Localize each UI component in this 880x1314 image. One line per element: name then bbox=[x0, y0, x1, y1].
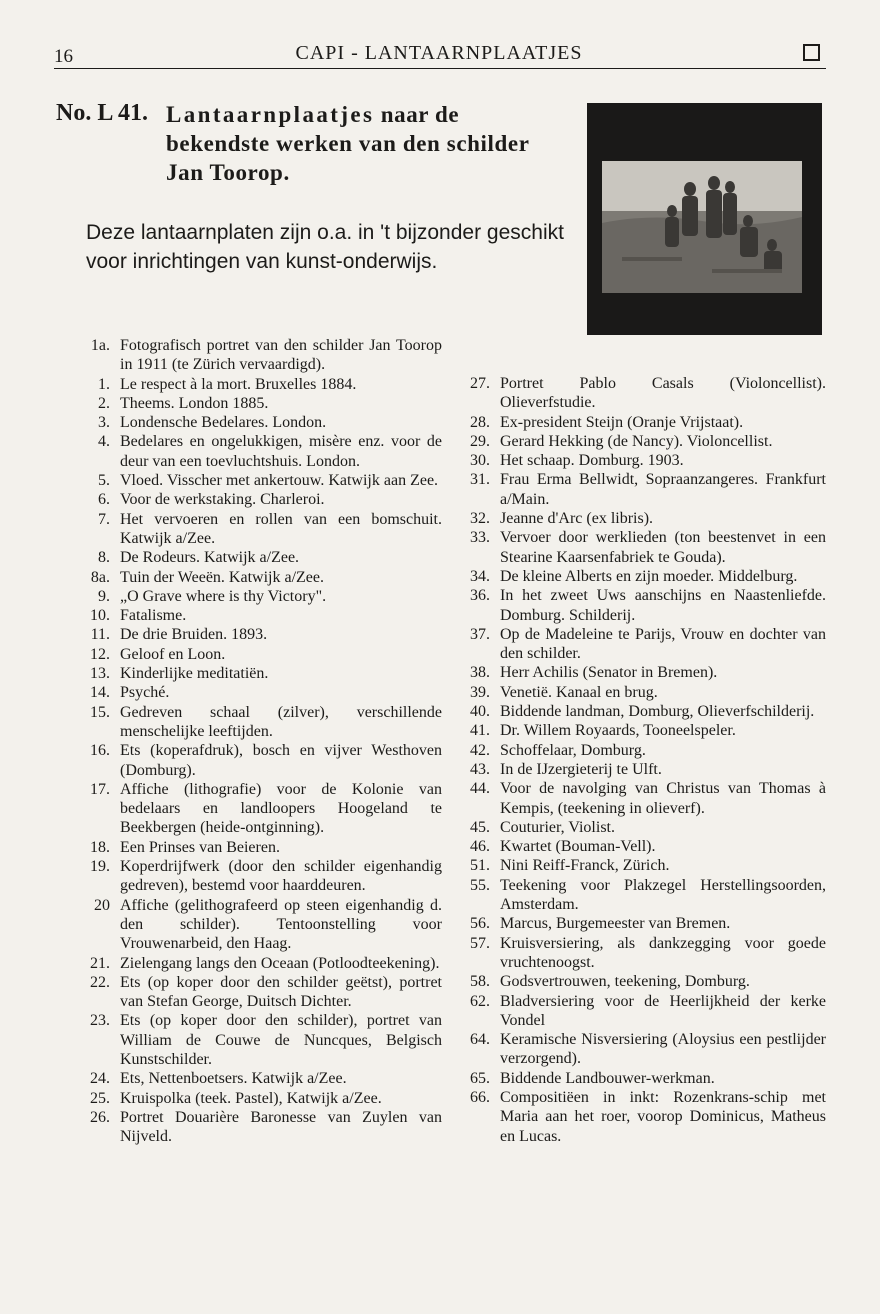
entry-text: Kinderlijke meditatiën. bbox=[120, 665, 269, 683]
photo-image bbox=[602, 161, 802, 293]
entry-number: 42. bbox=[470, 741, 490, 759]
entry-number: 46. bbox=[470, 838, 490, 856]
list-item bbox=[82, 548, 442, 567]
list-item bbox=[462, 663, 826, 682]
entry-text: Fotografisch portret van den schilder Jan Toorop in 1911 (te Zürich vervaardigd). bbox=[120, 337, 442, 374]
entry-text: Biddende Landbouwer-werkman. bbox=[500, 1069, 715, 1087]
list-item bbox=[82, 587, 442, 606]
header-rule bbox=[54, 68, 826, 69]
entry-text: Affiche (lithografie) voor de Kolonie van bedelaars en landloopers Hoogeland te Beekbergen (heide-ontginning). bbox=[120, 780, 442, 837]
list-item bbox=[462, 779, 826, 818]
entry-number: 58. bbox=[470, 973, 490, 991]
list-item bbox=[82, 896, 442, 954]
entry-text: Teekening voor Plakzegel Herstellingsoorden, Amsterdam. bbox=[500, 876, 826, 914]
entry-text: Frau Erma Bellwidt, Sopraanzangeres. Frankfurt a/Main. bbox=[500, 471, 826, 508]
list-item bbox=[82, 703, 442, 742]
entry-number: 3. bbox=[98, 414, 110, 432]
entry-text: Venetië. Kanaal en brug. bbox=[500, 683, 658, 701]
entry-text: Portret Douarière Baronesse van Zuylen van Nijveld. bbox=[120, 1108, 442, 1146]
list-item bbox=[82, 394, 442, 413]
entry-text: Zielengang langs den Oceaan (Potloodteekening). bbox=[120, 954, 440, 972]
list-item bbox=[82, 1089, 442, 1108]
list-item bbox=[462, 413, 826, 432]
list-item bbox=[82, 568, 442, 587]
entry-number: 55. bbox=[470, 876, 490, 894]
entry-text: Vloed. Visscher met ankertouw. Katwijk aan Zee. bbox=[120, 472, 439, 490]
entry-text: Bedelares en ongelukkigen, misère enz. voor de deur van een toevluchtshuis. London. bbox=[120, 433, 442, 470]
entry-number: 15. bbox=[90, 703, 110, 721]
entry-text: De kleine Alberts en zijn moeder. Middelburg. bbox=[500, 567, 798, 585]
entry-number: 16. bbox=[90, 742, 110, 760]
entry-number: 13. bbox=[90, 665, 110, 683]
entry-text: Biddende landman, Domburg, Olieverfschilderij. bbox=[500, 703, 815, 721]
entries-right-column bbox=[462, 374, 826, 1146]
list-item bbox=[82, 375, 442, 394]
list-item bbox=[82, 645, 442, 664]
intro-text: Deze lantaarnplaten zijn o.a. in 't bijzonder geschikt voor inrichtingen van kunst-onderwijs. bbox=[86, 221, 564, 273]
entry-text: Dr. Willem Royaards, Tooneelspeler. bbox=[500, 722, 736, 740]
list-item bbox=[82, 336, 442, 375]
entry-text: Ets (op koper door den schilder), portret van William de Couwe de Nuncques, Belgisch Kunstschilder. bbox=[120, 1012, 442, 1068]
entry-text: Gerard Hekking (de Nancy). Violoncellist. bbox=[500, 432, 773, 450]
item-number: No. L 41. bbox=[56, 100, 149, 126]
entry-number: 8. bbox=[98, 549, 110, 567]
list-item bbox=[462, 760, 826, 779]
entry-number: 12. bbox=[90, 645, 110, 663]
entry-number: 11. bbox=[90, 626, 110, 644]
entry-text: Affiche (gelithografeerd op steen eigenhandig d. den schilder). Tentoonstelling voor Vrouwenarbeid, den Haag. bbox=[120, 896, 442, 953]
entry-text: Koperdrijfwerk (door den schilder eigenhandig gedreven), bestemd voor haarddeuren. bbox=[120, 858, 442, 895]
list-item bbox=[462, 451, 826, 470]
list-item bbox=[82, 857, 442, 896]
list-item bbox=[462, 856, 826, 875]
entry-number: 2. bbox=[98, 394, 110, 412]
entry-number: 28. bbox=[470, 413, 490, 431]
entry-number: 17. bbox=[90, 780, 110, 798]
entry-number: 26. bbox=[90, 1108, 110, 1126]
entry-number: 57. bbox=[470, 934, 490, 952]
running-title: CAPI - LANTAARNPLAATJES bbox=[295, 42, 583, 64]
item-title bbox=[166, 100, 566, 187]
entry-text: In de IJzergieterij te Ulft. bbox=[500, 760, 662, 778]
entry-number: 44. bbox=[470, 780, 490, 798]
list-item bbox=[462, 972, 826, 991]
entries-left-column bbox=[82, 336, 442, 1146]
list-item bbox=[462, 1069, 826, 1088]
list-item bbox=[82, 1108, 442, 1147]
entry-text: Ets (koperafdruk), bosch en vijver Westhoven (Domburg). bbox=[120, 742, 442, 779]
square-mark-icon bbox=[803, 44, 820, 61]
entry-text: Tuin der Weeën. Katwijk a/Zee. bbox=[120, 568, 324, 586]
entry-number: 29. bbox=[470, 432, 490, 450]
page-number: 16 bbox=[54, 46, 73, 67]
entry-number: 37. bbox=[470, 625, 490, 643]
list-item bbox=[462, 741, 826, 760]
entry-number: 32. bbox=[470, 510, 490, 528]
list-item bbox=[82, 838, 442, 857]
list-item bbox=[462, 934, 826, 973]
list-item bbox=[82, 432, 442, 471]
entry-number: 19. bbox=[90, 858, 110, 876]
list-item bbox=[82, 625, 442, 644]
list-item bbox=[462, 876, 826, 915]
entry-number: 66. bbox=[470, 1088, 490, 1106]
entry-text: De drie Bruiden. 1893. bbox=[120, 626, 268, 644]
list-item bbox=[462, 1030, 826, 1069]
list-item bbox=[462, 992, 826, 1031]
list-item bbox=[82, 683, 442, 702]
item-title-rest: naar de bekendste werken van den schilder Jan Toorop. bbox=[166, 102, 530, 185]
entry-text: Marcus, Burgemeester van Bremen. bbox=[500, 915, 731, 933]
list-item bbox=[462, 509, 826, 528]
list-item bbox=[462, 721, 826, 740]
entry-text: Het schaap. Domburg. 1903. bbox=[500, 452, 684, 470]
entry-number: 5. bbox=[98, 472, 110, 490]
entry-number: 14. bbox=[90, 684, 110, 702]
entry-text: Nini Reiff-Franck, Zürich. bbox=[500, 857, 670, 875]
entry-number: 33. bbox=[470, 529, 490, 547]
entry-text: Kwartet (Bouman-Vell). bbox=[500, 838, 656, 856]
list-item bbox=[82, 664, 442, 683]
entry-number: 25. bbox=[90, 1089, 110, 1107]
entry-text: Keramische Nisversiering (Aloysius een pestlijder verzorgend). bbox=[500, 1031, 826, 1068]
entry-text: Kruisversiering, als dankzegging voor goede vruchtenoogst. bbox=[500, 934, 826, 971]
entry-text: Herr Achilis (Senator in Bremen). bbox=[500, 664, 718, 682]
list-item bbox=[82, 413, 442, 432]
list-item bbox=[462, 1088, 826, 1146]
entry-text: De Rodeurs. Katwijk a/Zee. bbox=[120, 549, 300, 567]
entry-number: 41. bbox=[470, 722, 490, 740]
entry-text: Londensche Bedelares. London. bbox=[120, 414, 327, 432]
entry-text: Vervoer door werklieden (ton beestenvet in een Stearine Kaarsenfabriek te Gouda). bbox=[500, 529, 826, 566]
item-title-spaced: Lantaarnplaatjes bbox=[166, 102, 375, 127]
entry-number: 43. bbox=[470, 760, 490, 778]
entry-number: 8a. bbox=[90, 568, 110, 586]
entry-number: 23. bbox=[90, 1012, 110, 1030]
list-item bbox=[82, 471, 442, 490]
entry-number: 34. bbox=[470, 567, 490, 585]
entry-number: 10. bbox=[90, 607, 110, 625]
entry-text: Bladversiering voor de Heerlijkheid der kerke Vondel bbox=[500, 992, 826, 1029]
entry-text: Ex-president Steijn (Oranje Vrijstaat). bbox=[500, 413, 744, 431]
list-item bbox=[462, 837, 826, 856]
entry-number: 38. bbox=[470, 664, 490, 682]
entry-text: Theems. London 1885. bbox=[120, 394, 269, 412]
list-item bbox=[462, 567, 826, 586]
entry-text: Portret Pablo Casals (Violoncellist). Olieverfstudie. bbox=[500, 375, 826, 412]
entry-text: Voor de navolging van Christus van Thomas à Kempis, (teekening in olieverf). bbox=[500, 780, 826, 817]
lantern-slide-photo bbox=[587, 103, 822, 335]
entry-text: Geloof en Loon. bbox=[120, 645, 226, 663]
list-item bbox=[462, 683, 826, 702]
entry-number: 20 bbox=[94, 896, 110, 914]
entry-text: Een Prinses van Beieren. bbox=[120, 838, 280, 856]
entry-number: 6. bbox=[98, 491, 110, 509]
entry-text: Voor de werkstaking. Charleroi. bbox=[120, 491, 325, 509]
entry-text: Compositiëen in inkt: Rozenkrans-schip met Maria aan het roer, voorop Dominicus, Matheus en Lucas. bbox=[500, 1088, 826, 1145]
entry-text: Le respect à la mort. Bruxelles 1884. bbox=[120, 375, 357, 393]
list-item bbox=[462, 528, 826, 567]
list-item bbox=[462, 470, 826, 509]
entry-text: Het vervoeren en rollen van een bomschuit. Katwijk a/Zee. bbox=[120, 510, 442, 547]
entry-number: 7. bbox=[98, 510, 110, 528]
list-item bbox=[462, 914, 826, 933]
entry-number: 62. bbox=[470, 992, 490, 1010]
list-item bbox=[82, 1011, 442, 1069]
entry-number: 24. bbox=[90, 1070, 110, 1088]
list-item bbox=[462, 586, 826, 625]
entry-number: 40. bbox=[470, 703, 490, 721]
entry-number: 27. bbox=[470, 375, 490, 392]
list-item bbox=[462, 374, 826, 413]
entry-number: 31. bbox=[470, 471, 490, 489]
list-item bbox=[82, 510, 442, 549]
list-item bbox=[82, 490, 442, 509]
entry-text: Op de Madeleine te Parijs, Vrouw en dochter van den schilder. bbox=[500, 625, 826, 663]
entry-number: 51. bbox=[470, 857, 490, 875]
list-item bbox=[462, 702, 826, 721]
list-item bbox=[82, 780, 442, 838]
entry-number: 64. bbox=[470, 1031, 490, 1049]
entry-number: 56. bbox=[470, 915, 490, 933]
entry-text: Psyché. bbox=[120, 684, 170, 702]
entry-number: 36. bbox=[470, 587, 490, 605]
list-item bbox=[462, 432, 826, 451]
entry-text: Schoffelaar, Domburg. bbox=[500, 741, 646, 759]
entry-number: 1a. bbox=[90, 337, 110, 354]
entry-text: Godsvertrouwen, teekening, Domburg. bbox=[500, 973, 750, 991]
entry-text: Ets (op koper door den schilder geëtst), portret van Stefan George, Duitsch Dichter. bbox=[120, 973, 442, 1011]
entry-text: Jeanne d'Arc (ex libris). bbox=[500, 510, 654, 528]
entry-number: 1. bbox=[98, 375, 110, 393]
entry-number: 39. bbox=[470, 683, 490, 701]
entry-number: 22. bbox=[90, 973, 110, 991]
entry-number: 4. bbox=[98, 433, 110, 451]
entry-text: Ets, Nettenboetsers. Katwijk a/Zee. bbox=[120, 1070, 347, 1088]
list-item bbox=[82, 606, 442, 625]
entry-number: 30. bbox=[470, 452, 490, 470]
entry-text: Gedreven schaal (zilver), verschillende menschelijke leeftijden. bbox=[120, 703, 442, 740]
list-item bbox=[82, 973, 442, 1012]
entry-number: 21. bbox=[90, 954, 110, 972]
list-item bbox=[462, 818, 826, 837]
list-item bbox=[82, 741, 442, 780]
entry-text: Couturier, Violist. bbox=[500, 818, 615, 836]
entry-number: 9. bbox=[98, 587, 110, 605]
entry-number: 18. bbox=[90, 838, 110, 856]
entry-number: 65. bbox=[470, 1069, 490, 1087]
entry-text: Kruispolka (teek. Pastel), Katwijk a/Zee. bbox=[120, 1089, 382, 1107]
entry-text: „O Grave where is thy Victory". bbox=[120, 587, 327, 605]
list-item bbox=[82, 1069, 442, 1088]
list-item bbox=[82, 954, 442, 973]
entry-number: 45. bbox=[470, 818, 490, 836]
list-item bbox=[462, 625, 826, 664]
entry-text: Fatalisme. bbox=[120, 607, 187, 625]
running-header bbox=[54, 40, 824, 70]
entry-text: In het zweet Uws aanschijns en Naastenliefde. Domburg. Schilderij. bbox=[500, 587, 826, 624]
photo-illustration bbox=[602, 161, 802, 293]
